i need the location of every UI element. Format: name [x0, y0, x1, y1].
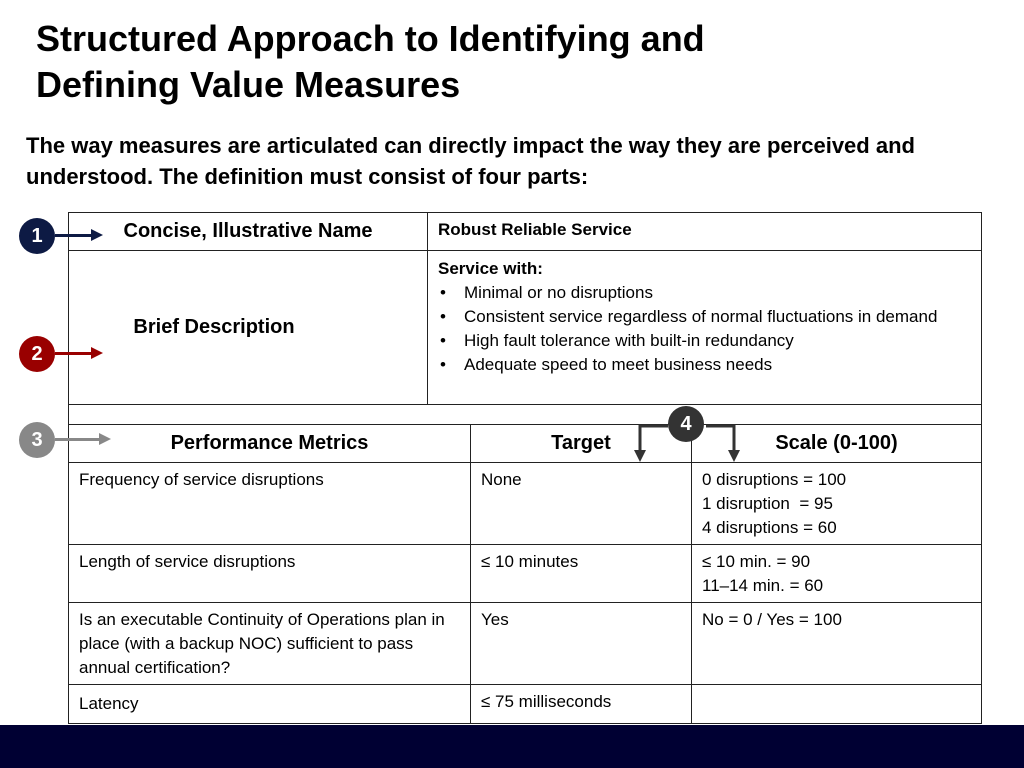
scale-line: ≤ 10 min. = 90 [702, 552, 811, 571]
table-row-metric: Latency [79, 694, 139, 713]
table-row-metric: Is an executable Continuity of Operations plan in place (with a backup NOC) sufficient to pass annual certification? [79, 610, 445, 677]
metrics-header-scale: Scale (0-100) [775, 432, 898, 454]
table-row-scale [692, 545, 981, 603]
table-row-scale [692, 685, 981, 695]
scale-line: 1 disruption = 95 [702, 494, 833, 513]
callout-1-badge: 1 [19, 218, 55, 254]
name-header: Concise, Illustrative Name [123, 220, 373, 242]
table-row-target: Yes [481, 610, 509, 629]
table-row-target: None [481, 470, 522, 489]
description-value [428, 251, 980, 404]
callout-4-badge: 4 [668, 406, 704, 442]
slide-subtitle: The way measures are articulated can directly impact the way they are perceived and understood. The definition must consist of four parts: [26, 133, 915, 189]
table-row-target: ≤ 10 minutes [481, 552, 579, 571]
callout-2-badge: 2 [19, 336, 55, 372]
description-header: Brief Description [133, 316, 295, 338]
description-bullet: • High fault tolerance with built-in redundancy [464, 329, 970, 353]
scale-line: 11–14 min. = 60 [702, 576, 824, 595]
table-row-metric: Frequency of service disruptions [79, 470, 324, 489]
table-row-scale [692, 463, 981, 545]
description-bullet: • Consistent service regardless of normal fluctuations in demand [464, 305, 970, 329]
scale-line: 0 disruptions = 100 [702, 470, 847, 489]
table-row-scale [692, 603, 981, 637]
metrics-header-target: Target [551, 432, 611, 454]
slide-title: Structured Approach to Identifying and Defining Value Measures [36, 18, 705, 105]
description-bullets [438, 281, 970, 377]
metrics-header-metric: Performance Metrics [170, 432, 369, 454]
callout-3-badge: 3 [19, 422, 55, 458]
metrics-table [68, 424, 982, 724]
name-value: Robust Reliable Service [438, 220, 632, 239]
table-row-metric: Length of service disruptions [79, 552, 296, 571]
scale-line: No = 0 / Yes = 100 [702, 610, 842, 629]
description-intro: Service with: [438, 259, 543, 278]
description-bullet: • Adequate speed to meet business needs [464, 353, 970, 377]
footer-bar [0, 725, 1024, 768]
definition-table [68, 212, 982, 425]
scale-line: 4 disruptions = 60 [702, 518, 837, 537]
description-bullet: • Minimal or no disruptions [464, 281, 970, 305]
table-row-target: ≤ 75 milliseconds [481, 692, 612, 711]
